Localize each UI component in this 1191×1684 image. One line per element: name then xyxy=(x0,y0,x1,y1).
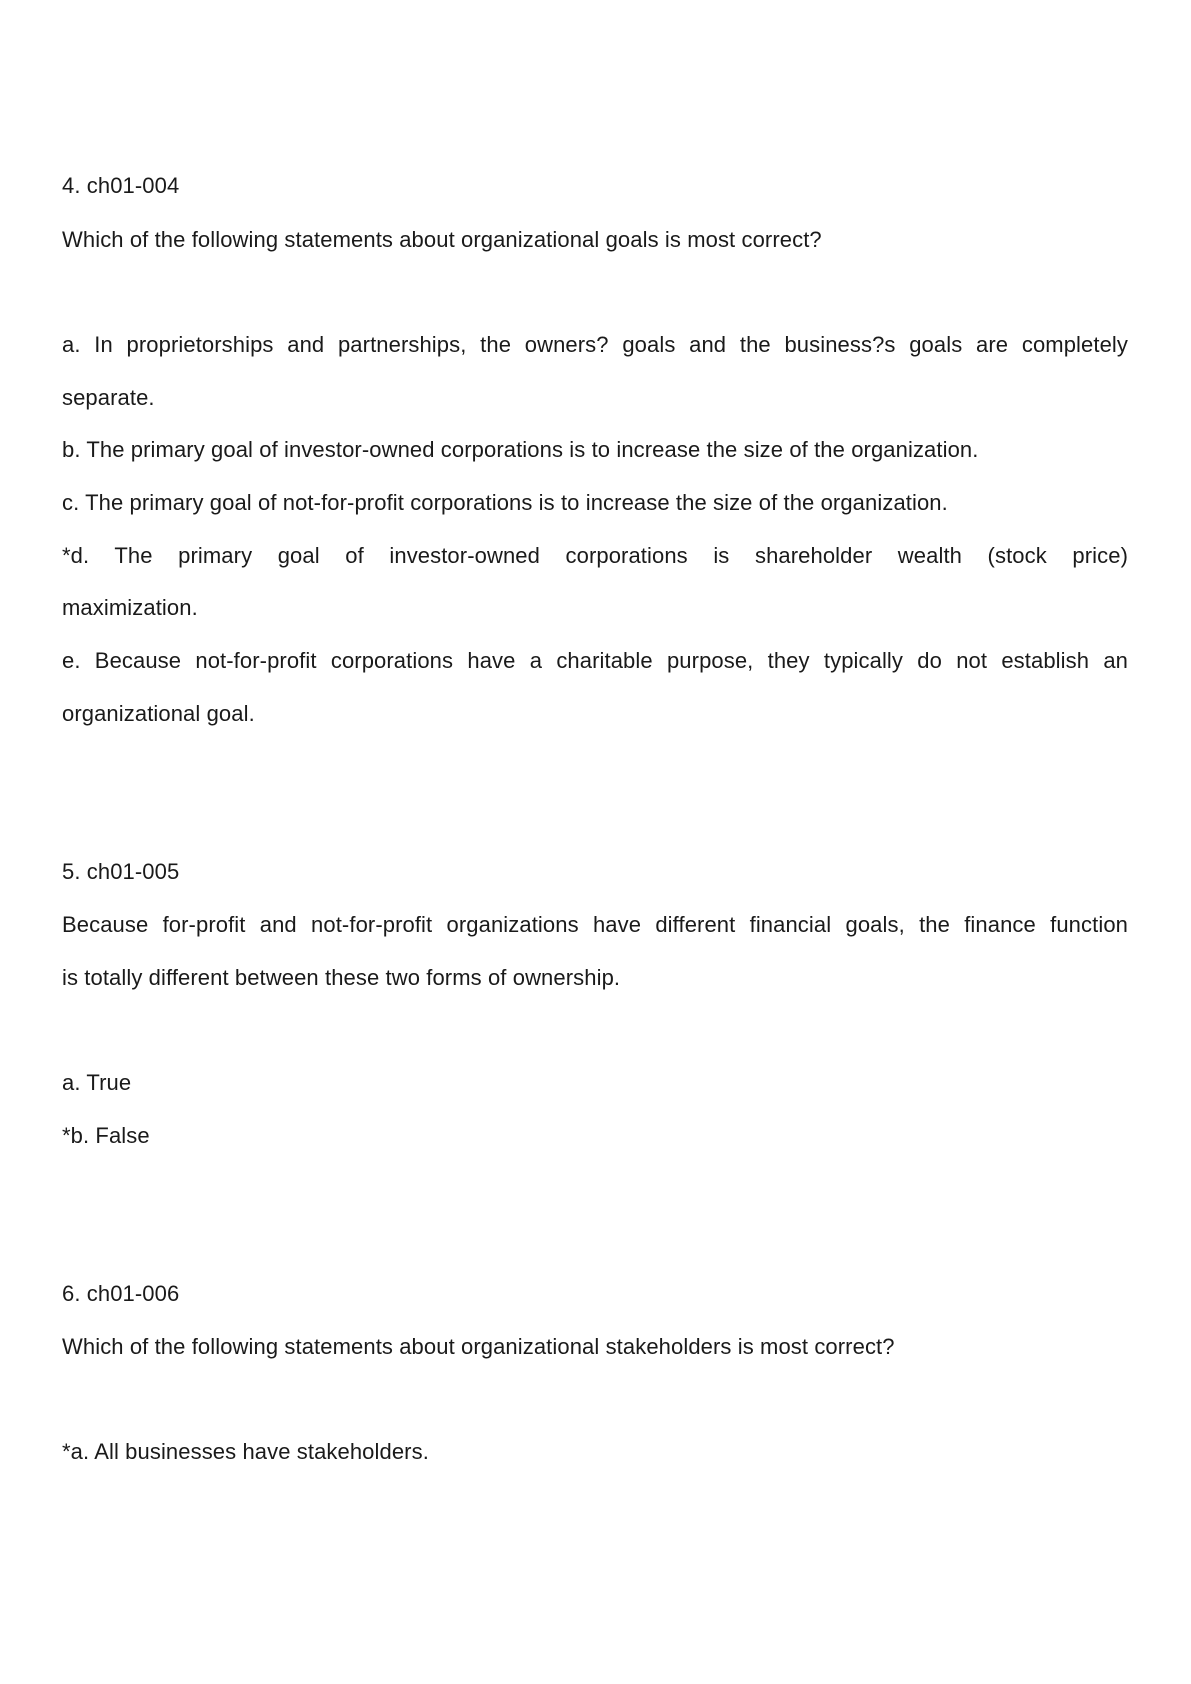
question-5-prompt-line1: Because for-profit and not-for-profit organizations have different financial goals, the finance function xyxy=(62,912,1128,937)
question-6-number: 6. ch01-006 xyxy=(62,1281,180,1306)
question-5-option-a: a. True xyxy=(62,1070,132,1095)
question-5-prompt-line2: is totally different between these two forms of ownership. xyxy=(62,965,621,990)
question-6-prompt: Which of the following statements about organizational stakeholders is most correct? xyxy=(62,1334,895,1359)
question-4-option-b: b. The primary goal of investor-owned corporations is to increase the size of the organization. xyxy=(62,437,979,462)
question-5-option-b: *b. False xyxy=(62,1123,150,1148)
question-4-prompt: Which of the following statements about organizational goals is most correct? xyxy=(62,227,822,252)
question-4-option-e-line1: e. Because not-for-profit corporations have a charitable purpose, they typically do not establish an xyxy=(62,648,1128,673)
question-4-option-a-line1: a. In proprietorships and partnerships, the owners? goals and the business?s goals are completely xyxy=(62,332,1128,357)
question-4-option-e-line2: organizational goal. xyxy=(62,701,255,726)
question-4-option-d-line2: maximization. xyxy=(62,595,198,620)
question-4-option-c: c. The primary goal of not-for-profit corporations is to increase the size of the organization. xyxy=(62,490,948,515)
question-4-number: 4. ch01-004 xyxy=(62,173,180,198)
question-4-option-d-line1: *d. The primary goal of investor-owned corporations is shareholder wealth (stock price) xyxy=(62,543,1128,568)
question-6-option-a: *a. All businesses have stakeholders. xyxy=(62,1439,429,1464)
question-4-option-a-line2: separate. xyxy=(62,385,155,410)
question-5-number: 5. ch01-005 xyxy=(62,859,180,884)
